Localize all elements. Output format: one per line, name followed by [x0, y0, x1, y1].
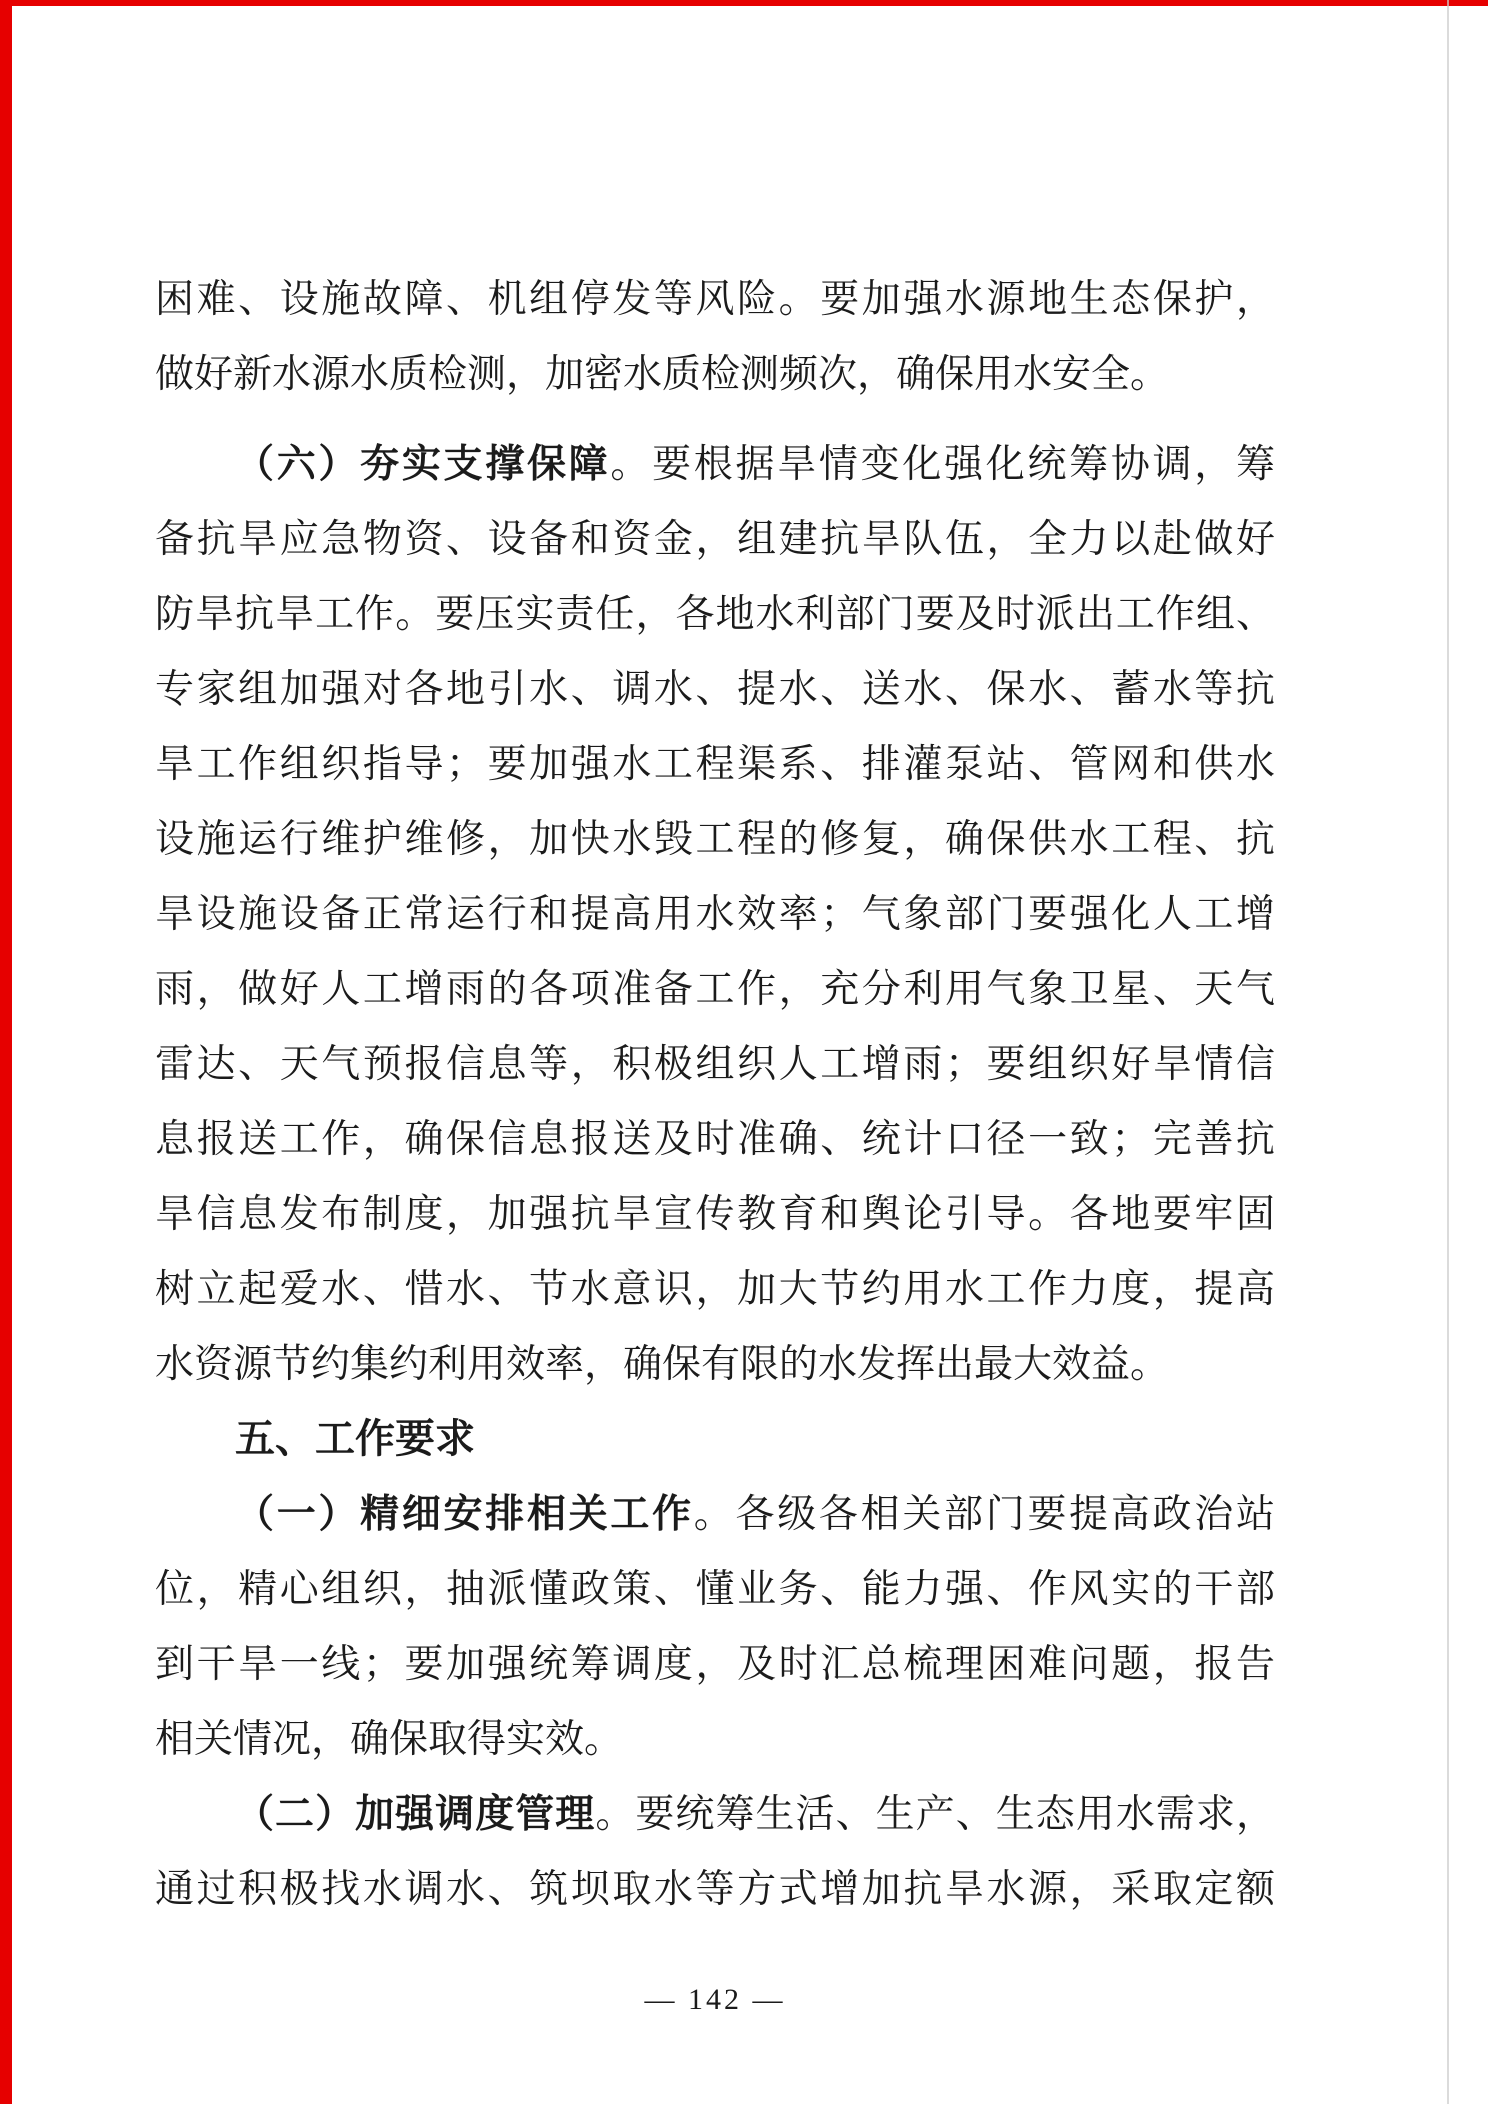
paragraph-line: [155, 802, 1275, 877]
section-heading: [155, 1402, 1275, 1477]
paragraph-line: [155, 1177, 1275, 1252]
paragraph-line: [155, 1627, 1275, 1702]
clause-6-title: （六）夯实支撑保障: [235, 443, 611, 486]
paragraph-line: [155, 1852, 1275, 1927]
paragraph-line: [155, 1102, 1275, 1177]
clause-2-title: （二）加强调度管理: [235, 1793, 596, 1836]
paragraph-line: [155, 877, 1275, 952]
body-text: 旱信息发布制度，加强抗旱宣传教育和舆论引导。各地要牢固: [155, 1193, 1275, 1236]
paragraph-line: [155, 1552, 1275, 1627]
body-text: 做好新水源水质检测，加密水质检测频次，确保用水安全。: [155, 353, 1170, 396]
paragraph-line: [155, 1777, 1275, 1852]
body-text: 雨，做好人工增雨的各项准备工作，充分利用气象卫星、天气: [155, 968, 1275, 1011]
body-text: 防旱抗旱工作。要压实责任，各地水利部门要及时派出工作组、: [155, 593, 1275, 636]
left-red-border: [0, 0, 12, 2104]
body-text: 通过积极找水调水、筑坝取水等方式增加抗旱水源，采取定额: [155, 1868, 1275, 1911]
paragraph-line: [155, 1327, 1275, 1402]
paragraph-line: [155, 652, 1275, 727]
paragraph-line: [155, 727, 1275, 802]
body-text: 。要根据旱情变化强化统筹协调，筹: [610, 443, 1275, 486]
paragraph-line: [155, 427, 1275, 502]
document-body: [155, 262, 1275, 1927]
body-text: 困难、设施故障、机组停发等风险。要加强水源地生态保护，: [155, 278, 1275, 321]
paragraph-line: [155, 262, 1275, 337]
page-edge-shadow: [1447, 0, 1449, 2104]
paragraph-line: [155, 1027, 1275, 1102]
body-text: 到干旱一线；要加强统筹调度，及时汇总梳理困难问题，报告: [155, 1643, 1275, 1686]
body-text: 位，精心组织，抽派懂政策、懂业务、能力强、作风实的干部: [155, 1568, 1275, 1611]
body-text: 息报送工作，确保信息报送及时准确、统计口径一致；完善抗: [155, 1118, 1275, 1161]
body-text: 备抗旱应急物资、设备和资金，组建抗旱队伍，全力以赴做好: [155, 518, 1275, 561]
body-text: 。各级各相关部门要提高政治站: [693, 1493, 1275, 1536]
section-heading-text: 五、工作要求: [235, 1417, 475, 1461]
paragraph-line: [155, 1702, 1275, 1777]
body-text: 水资源节约集约利用效率，确保有限的水发挥出最大效益。: [155, 1343, 1170, 1386]
body-text: 专家组加强对各地引水、调水、提水、送水、保水、蓄水等抗: [155, 668, 1275, 711]
body-text: 相关情况，确保取得实效。: [155, 1718, 624, 1761]
paragraph-line: [155, 1477, 1275, 1552]
paragraph-line: [155, 337, 1275, 412]
paragraph-line: [155, 502, 1275, 577]
paragraph-line: [155, 952, 1275, 1027]
body-text: 旱设施设备正常运行和提高用水效率；气象部门要强化人工增: [155, 893, 1275, 936]
body-text: 雷达、天气预报信息等，积极组织人工增雨；要组织好旱情信: [155, 1043, 1275, 1086]
paragraph-line: [155, 1252, 1275, 1327]
body-text: 旱工作组织指导；要加强水工程渠系、排灌泵站、管网和供水: [155, 743, 1275, 786]
clause-1-title: （一）精细安排相关工作: [235, 1493, 694, 1536]
body-text: 。要统筹生活、生产、生态用水需求，: [595, 1793, 1275, 1836]
body-text: 设施运行维护维修，加快水毁工程的修复，确保供水工程、抗: [155, 818, 1275, 861]
page-number: — 142 —: [644, 1983, 786, 2016]
paragraph-line: [155, 577, 1275, 652]
body-text: 树立起爱水、惜水、节水意识，加大节约用水工作力度，提高: [155, 1268, 1275, 1311]
top-red-border: [0, 0, 1488, 6]
